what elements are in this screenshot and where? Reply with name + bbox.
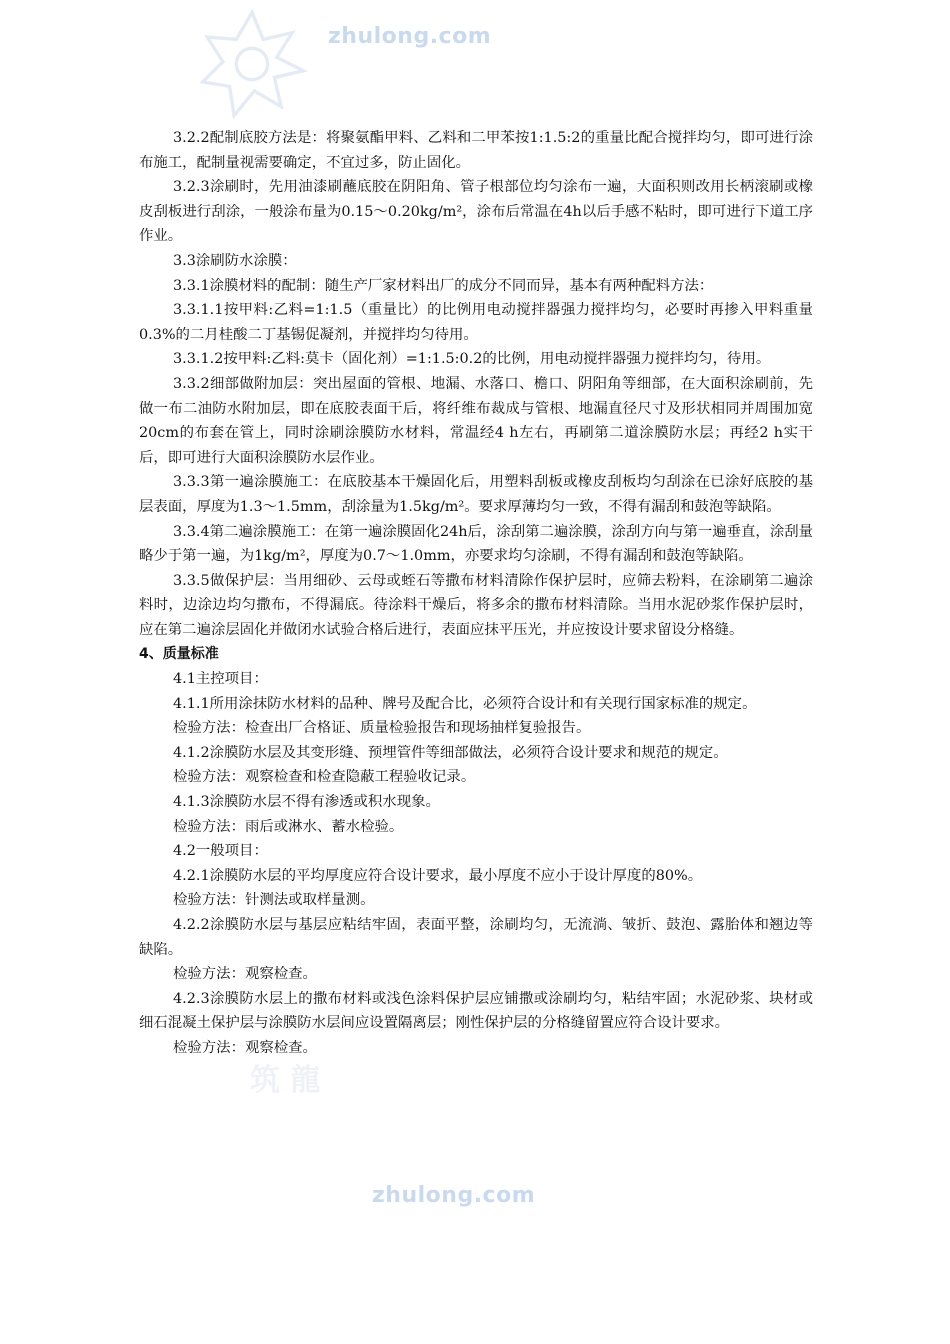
paragraph: 4.1.1所用涂抹防水材料的品种、牌号及配合比，必须符合设计和有关现行国家标准的规定。 <box>173 695 757 712</box>
section-heading: 4、质量标准 <box>139 646 219 663</box>
paragraph: 4.1主控项目： <box>173 671 268 688</box>
paragraph: 检验方法：雨后或淋水、蓄水检验。 <box>173 818 404 835</box>
document-body <box>139 126 813 1061</box>
paragraph: 3.2.2配制底胶方法是：将聚氨酯甲料、乙料和二甲苯按1:1.5:2的重量比配合搅拌均匀，即可进行涂布施工，配制量视需要确定，不宜过多，防止固化。 <box>139 130 813 171</box>
zhulong-logo-watermark <box>196 8 308 120</box>
paragraph: 3.3.1涂膜材料的配制：随生产厂家材料出厂的成分不同而异，基本有两种配料方法： <box>173 277 714 294</box>
paragraph: 3.3.1.2按甲料:乙料:莫卡（固化剂）=1:1.5:0.2的比例，用电动搅拌器强力搅拌均匀，待用。 <box>173 351 771 368</box>
paragraph: 4.2一般项目： <box>173 843 268 860</box>
paragraph: 4.2.3涂膜防水层上的撒布材料或浅色涂料保护层应铺撒或涂刷均匀，粘结牢固；水泥砂浆、块材或细石混凝土保护层与涂膜防水层间应设置隔离层；刚性保护层的分格缝留置应符合设计要求。 <box>139 990 813 1032</box>
paragraph: 3.3.5做保护层：当用细砂、云母或蛭石等撒布材料清除作保护层时，应筛去粉料，在涂刷第二遍涂料时，边涂边均匀撒布，不得漏底。待涂料干燥后，将多余的撒布材料清除。当用水泥砂浆作保护层时，应在第二遍涂层固化并做闭水试验合格后进行，表面应抹平压光，并应按设计要求留设分格缝。 <box>139 572 813 638</box>
paragraph: 4.2.2涂膜防水层与基层应粘结牢固，表面平整，涂刷均匀，无流淌、皱折、鼓泡、露胎体和翘边等缺陷。 <box>139 917 813 958</box>
watermark-text-middle: 筑 龍 <box>250 1063 321 1098</box>
paragraph: 3.3.2细部做附加层：突出屋面的管根、地漏、水落口、檐口、阴阳角等细部，在大面积涂刷前，先做一布二油防水附加层，即在底胶表面干后，将纤维布裁成与管根、地漏直径尺寸及形状相同并周围加宽20cm的布套在管上，同时涂刷涂膜防水材料，常温经4 h左右，再刷第二道涂膜防水层；再经2 h实干后，即可进行大面积涂膜防水层作业。 <box>139 375 813 466</box>
paragraph: 3.3.1.1按甲料:乙料=1:1.5（重量比）的比例用电动搅拌器强力搅拌均匀，必要时再掺入甲料重量0.3%的二月桂酸二丁基锡促凝剂，并搅拌均匀待用。 <box>139 302 813 343</box>
watermark-text-bottom: zhulong.com <box>372 1183 536 1208</box>
paragraph: 4.1.3涂膜防水层不得有渗透或积水现象。 <box>173 794 440 811</box>
paragraph: 4.1.2涂膜防水层及其变形缝、预埋管件等细部做法，必须符合设计要求和规范的规定。 <box>173 744 728 761</box>
paragraph: 检验方法：针测法或取样量测。 <box>173 892 375 909</box>
paragraph: 检验方法：检查出厂合格证、质量检验报告和现场抽样复验报告。 <box>173 720 591 737</box>
paragraph: 检验方法：观察检查。 <box>173 966 317 983</box>
paragraph: 4.2.1涂膜防水层的平均厚度应符合设计要求，最小厚度不应小于设计厚度的80%。 <box>173 867 703 884</box>
paragraph: 检验方法：观察检查和检查隐蔽工程验收记录。 <box>173 769 476 786</box>
paragraph: 3.3.4第二遍涂膜施工：在第一遍涂膜固化24h后，涂刮第二遍涂膜，涂刮方向与第一遍垂直，涂刮量略少于第一遍，为1kg/m²，厚度为0.7～1.0mm，亦要求均匀涂刷，不得有漏刮和鼓泡等缺陷。 <box>139 523 813 565</box>
paragraph: 3.3.3第一遍涂膜施工：在底胶基本干燥固化后，用塑料刮板或橡皮刮板均匀刮涂在已涂好底胶的基层表面，厚度为1.3～1.5mm，刮涂量为1.5kg/m²。要求厚薄均匀一致，不得有漏刮和鼓泡等缺陷。 <box>139 474 813 515</box>
paragraph: 3.2.3涂刷时，先用油漆刷蘸底胶在阴阳角、管子根部位均匀涂布一遍，大面积则改用长柄滚刷或橡皮刮板进行刮涂，一般涂布量为0.15～0.20kg/m²，涂布后常温在4h以后手感不粘时，即可进行下道工序作业。 <box>139 179 813 245</box>
paragraph: 检验方法：观察检查。 <box>173 1039 317 1056</box>
watermark-text-top: zhulong.com <box>328 24 492 49</box>
paragraph: 3.3涂刷防水涂膜： <box>173 252 297 269</box>
